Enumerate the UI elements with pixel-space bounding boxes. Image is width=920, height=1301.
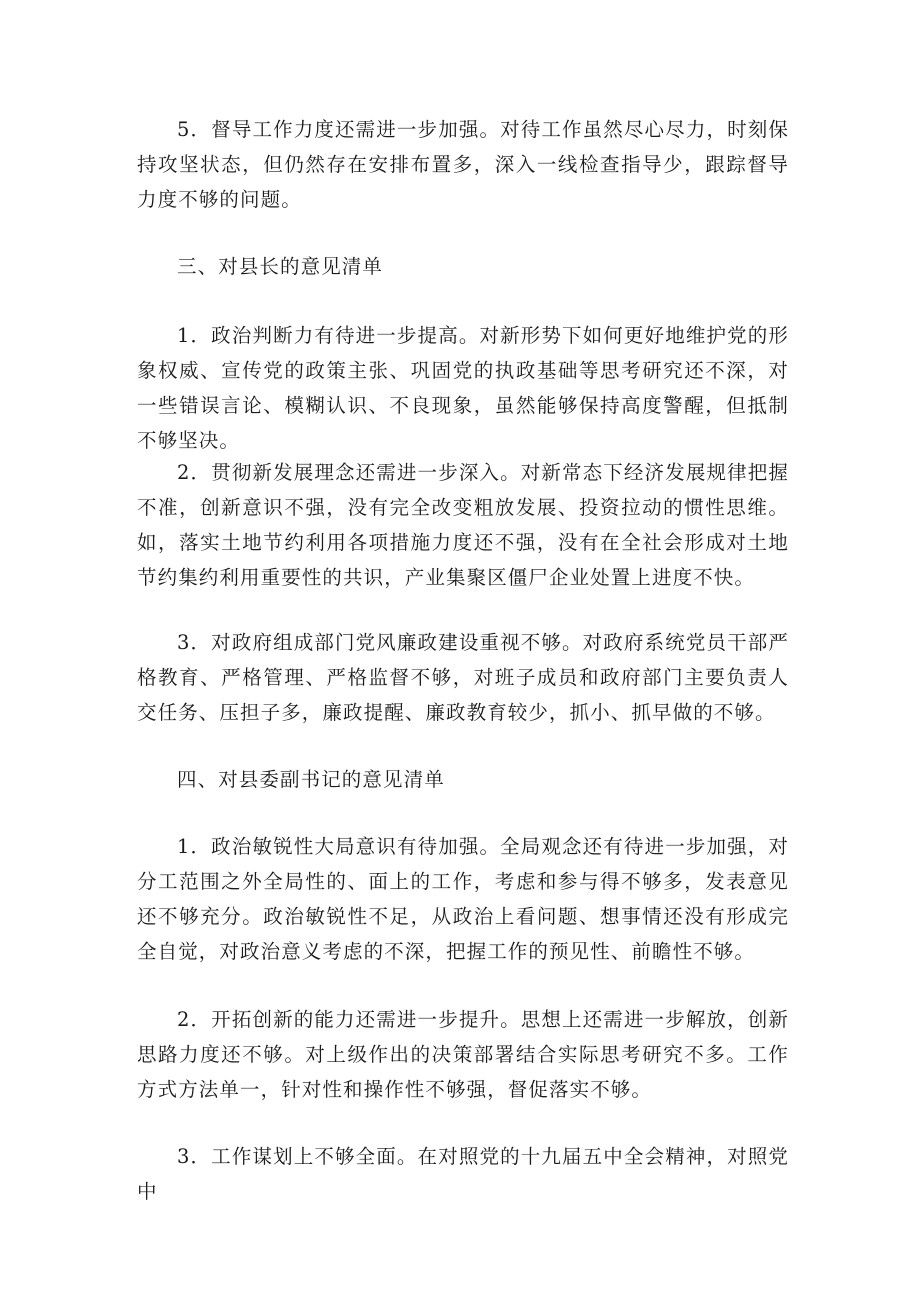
section-heading-deputy-secretary: 四、对县委副书记的意见清单 xyxy=(177,768,445,791)
paragraph-political-judgment: 1．政治判断力有待进一步提高。对新形势下如何更好地维护党的形象权威、宣传党的政策主张、巩固党的执政基础等思考研究还不深，对一些错误言论、模糊认识、不良现象，虽然能够保持高度警醒，但抵制不够坚决。 xyxy=(137,324,789,452)
paragraph-party-conduct: 3．对政府组成部门党风廉政建设重视不够。对政府系统党员干部严格教育、严格管理、严格监督不够，对班子成员和政府部门主要负责人交任务、压担子多，廉政提醒、廉政教育较少，抓小、抓早做的不够。 xyxy=(137,631,789,724)
paragraph-political-sensitivity: 1．政治敏锐性大局意识有待加强。全局观念还有待进一步加强，对分工范围之外全局性的、面上的工作，考虑和参与得不够多，发表意见还不够充分。政治敏锐性不足，从政治上看问题、想事情还没有形成完全自觉，对政治意义考虑的不深，把握工作的预见性、前瞻性不够。 xyxy=(137,835,789,963)
paragraph-supervision-effort: 5．督导工作力度还需进一步加强。对待工作虽然尽心尽力，时刻保持攻坚状态，但仍然存在安排布置多，深入一线检查指导少，跟踪督导力度不够的问题。 xyxy=(137,118,789,211)
paragraph-new-development-concept: 2．贯彻新发展理念还需进一步深入。对新常态下经济发展规律把握不准，创新意识不强，没有完全改变粗放发展、投资拉动的惯性思维。如，落实土地节约利用各项措施力度还不强，没有在全社会形成对土地节约集约利用重要性的共识，产业集聚区僵尸企业处置上进度不快。 xyxy=(137,461,789,589)
section-heading-county-magistrate: 三、对县长的意见清单 xyxy=(177,255,384,278)
paragraph-innovation-ability: 2．开拓创新的能力还需进一步提升。思想上还需进一步解放，创新思路力度还不够。对上级作出的决策部署结合实际思考研究不多。工作方式方法单一，针对性和操作性不够强，督促落实不够。 xyxy=(137,1008,789,1101)
paragraph-work-planning: 3．工作谋划上不够全面。在对照党的十九届五中全会精神，对照党中 xyxy=(137,1145,789,1203)
